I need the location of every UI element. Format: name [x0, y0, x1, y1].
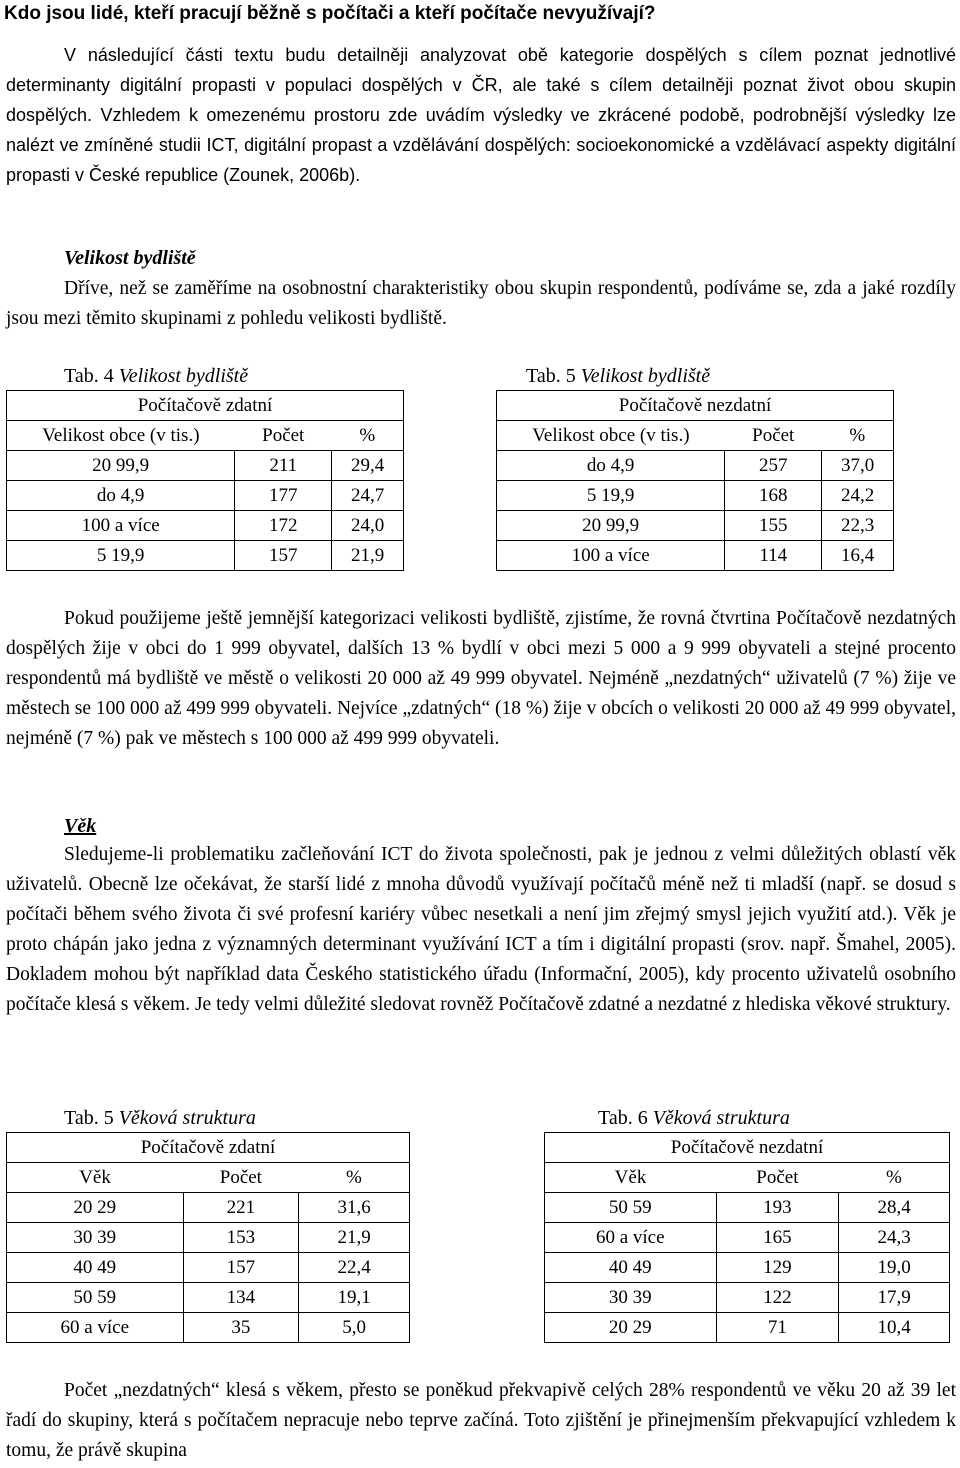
table-cell: 24,7: [332, 481, 404, 511]
table-cell: 5,0: [299, 1313, 410, 1343]
table-cell: 5 19,9: [7, 541, 235, 571]
table-cell: 100 a více: [497, 541, 725, 571]
table-number: Tab. 4: [64, 365, 114, 387]
table-row: [7, 1283, 410, 1313]
column-header: Věk: [7, 1163, 184, 1193]
residence-intro-paragraph: Dříve, než se zaměříme na osobnostní charakteristiky obou skupin respondentů, podíváme se, zda a jaké rozdíly jsou mezi těmito skupinami z pohledu velikosti bydliště.: [6, 278, 956, 329]
table-cell: 22,4: [299, 1253, 410, 1283]
table-row: [7, 481, 404, 511]
column-header: Počet: [235, 421, 332, 451]
table-cell: do 4,9: [7, 481, 235, 511]
age-detail-paragraph: Počet „nezdatných“ klesá s věkem, přesto se poněkud překvapivě celých 28% respondentů ve věku 20 až 39 let řadí do skupiny, která s počítačem nepracuje nebo teprve začíná. Toto zjištění je přinejmenším překvapující vzhledem k tomu, že právě skupina: [6, 1380, 956, 1461]
table-cell: 21,9: [332, 541, 404, 571]
table-cell: 257: [725, 451, 822, 481]
table-row: [7, 541, 404, 571]
column-header: Velikost obce (v tis.): [497, 421, 725, 451]
intro-paragraph: V následující části textu budu detailněji analyzovat obě kategorie dospělých s cílem poznat jednotlivé determinanty digitální propasti v populaci dospělých v ČR, ale také s cílem detailněji poznat život obou skupin dospělých. Vzhledem k omezenému prostoru zde uvádím výsledky ve zkrácené podobě, podrobnější výsledky lze nalézt ve zmíněné studii ICT, digitální propast a vzdělávání dospělých: socioekonomické a vzdělávací aspekty digitální propasti v České republice (Zounek, 2006b).: [6, 45, 956, 185]
page-heading: Kdo jsou lidé, kteří pracují běžně s počítači a kteří počítače nevyužívají?: [4, 3, 656, 24]
table-cell: 10,4: [839, 1313, 950, 1343]
table-cell: 20 29: [545, 1313, 717, 1343]
section-title-residence: Velikost bydliště: [64, 247, 196, 269]
table-residence-nonproficient: [496, 390, 894, 571]
table-cell: 50 59: [7, 1283, 184, 1313]
table-cell: 129: [716, 1253, 839, 1283]
table-row: [545, 1223, 950, 1253]
table-group-label: Počítačově nezdatní: [545, 1133, 950, 1163]
table-row: [7, 511, 404, 541]
table-caption: [598, 1104, 790, 1132]
table-caption: [64, 1104, 256, 1132]
table-caption: [64, 362, 248, 390]
table-cell: 177: [235, 481, 332, 511]
table-row: [545, 1253, 950, 1283]
table-cell: 30 39: [7, 1223, 184, 1253]
table-cell: 155: [725, 511, 822, 541]
column-header: Počet: [183, 1163, 299, 1193]
table-cell: 100 a více: [7, 511, 235, 541]
table-number: Tab. 5: [64, 1107, 114, 1129]
table-cell: 114: [725, 541, 822, 571]
table-group-label: Počítačově nezdatní: [497, 391, 894, 421]
table-cell: 20 99,9: [7, 451, 235, 481]
table-cell: 221: [183, 1193, 299, 1223]
column-header: %: [299, 1163, 410, 1193]
age-intro-paragraph: Sledujeme-li problematiku začleňování ICT do života společnosti, pak je jednou z velmi důležitých oblastí věk uživatelů. Obecně lze očekávat, že starší lidé z mnoha důvodů využívají počítačů méně než ti mladší (např. se dosud s počítači během svého života či své profesní kariéry vůbec nesetkali a není jim zřejmý smysl jejich využití atd.). Věk je proto chápán jako jedna z významných determinant využívání ICT a tím i digitální propasti (srov. např. Šmahel, 2005). Dokladem mohou být například data Českého statistického úřadu (Informační, 2005), kdy procento uživatelů osobního počítače klesá s věkem. Je tedy velmi důležité sledovat rovněž Počítačově zdatné a nezdatné z hlediska věkové struktury.: [6, 844, 956, 1015]
column-header: %: [822, 421, 894, 451]
column-header: Počet: [725, 421, 822, 451]
table-cell: 211: [235, 451, 332, 481]
table-cell: 31,6: [299, 1193, 410, 1223]
table-cell: 157: [235, 541, 332, 571]
table-cell: 134: [183, 1283, 299, 1313]
table-cell: 30 39: [545, 1283, 717, 1313]
table-cell: 157: [183, 1253, 299, 1283]
table-cell: 24,3: [839, 1223, 950, 1253]
table-cell: 60 a více: [545, 1223, 717, 1253]
table-title: Velikost bydliště: [118, 365, 249, 387]
table-number: Tab. 5: [526, 365, 576, 387]
table-cell: 21,9: [299, 1223, 410, 1253]
table-title: Věková struktura: [652, 1107, 790, 1129]
table-title: Věková struktura: [118, 1107, 256, 1129]
table-cell: do 4,9: [497, 451, 725, 481]
table-caption: [526, 362, 710, 390]
table-cell: 24,2: [822, 481, 894, 511]
table-cell: 40 49: [7, 1253, 184, 1283]
column-header: %: [332, 421, 404, 451]
table-age-proficient: [6, 1132, 410, 1343]
table-cell: 168: [725, 481, 822, 511]
table-cell: 50 59: [545, 1193, 717, 1223]
table-row: [7, 1253, 410, 1283]
table-age-nonproficient: [544, 1132, 950, 1343]
column-header: Počet: [716, 1163, 839, 1193]
column-header: %: [839, 1163, 950, 1193]
table-cell: 193: [716, 1193, 839, 1223]
table-cell: 24,0: [332, 511, 404, 541]
table-row: [545, 1283, 950, 1313]
table-cell: 19,1: [299, 1283, 410, 1313]
table-row: [545, 1193, 950, 1223]
table-cell: 29,4: [332, 451, 404, 481]
column-header: Věk: [545, 1163, 717, 1193]
table-cell: 5 19,9: [497, 481, 725, 511]
table-row: [545, 1313, 950, 1343]
column-header: Velikost obce (v tis.): [7, 421, 235, 451]
residence-detail-paragraph: Pokud použijeme ještě jemnější kategorizaci velikosti bydliště, zjistíme, že rovná čtvrtina Počítačově nezdatných dospělých žije v obci do 1 999 obyvatel, dalších 13 % bydlí v obci mezi 5 000 a 9 999 obyvateli a stejné procento respondentů má bydliště ve městě o velikosti 20 000 až 49 999 obyvatel. Nejméně „nezdatných“ uživatelů (7 %) žije ve městech se 100 000 až 499 999 obyvateli. Nejvíce „zdatných“ (18 %) žije v obcích o velikosti 20 000 až 49 999 obyvatel, nejméně (7 %) pak ve městech s 100 000 až 499 999 obyvateli.: [6, 608, 956, 749]
table-row: [7, 451, 404, 481]
table-number: Tab. 6: [598, 1107, 648, 1129]
table-cell: 153: [183, 1223, 299, 1253]
table-cell: 37,0: [822, 451, 894, 481]
table-group-label: Počítačově zdatní: [7, 1133, 410, 1163]
table-cell: 71: [716, 1313, 839, 1343]
table-title: Velikost bydliště: [580, 365, 711, 387]
section-title-age: Věk: [64, 815, 97, 837]
table-cell: 122: [716, 1283, 839, 1313]
table-row: [497, 541, 894, 571]
table-cell: 40 49: [545, 1253, 717, 1283]
table-cell: 165: [716, 1223, 839, 1253]
table-cell: 20 29: [7, 1193, 184, 1223]
table-cell: 20 99,9: [497, 511, 725, 541]
table-row: [497, 511, 894, 541]
table-cell: 22,3: [822, 511, 894, 541]
table-group-label: Počítačově zdatní: [7, 391, 404, 421]
table-cell: 60 a více: [7, 1313, 184, 1343]
table-row: [7, 1313, 410, 1343]
table-row: [7, 1193, 410, 1223]
table-cell: 28,4: [839, 1193, 950, 1223]
table-residence-proficient: [6, 390, 404, 571]
table-row: [7, 1223, 410, 1253]
table-row: [497, 481, 894, 511]
table-cell: 35: [183, 1313, 299, 1343]
table-cell: 19,0: [839, 1253, 950, 1283]
table-cell: 16,4: [822, 541, 894, 571]
table-cell: 17,9: [839, 1283, 950, 1313]
table-cell: 172: [235, 511, 332, 541]
table-row: [497, 451, 894, 481]
